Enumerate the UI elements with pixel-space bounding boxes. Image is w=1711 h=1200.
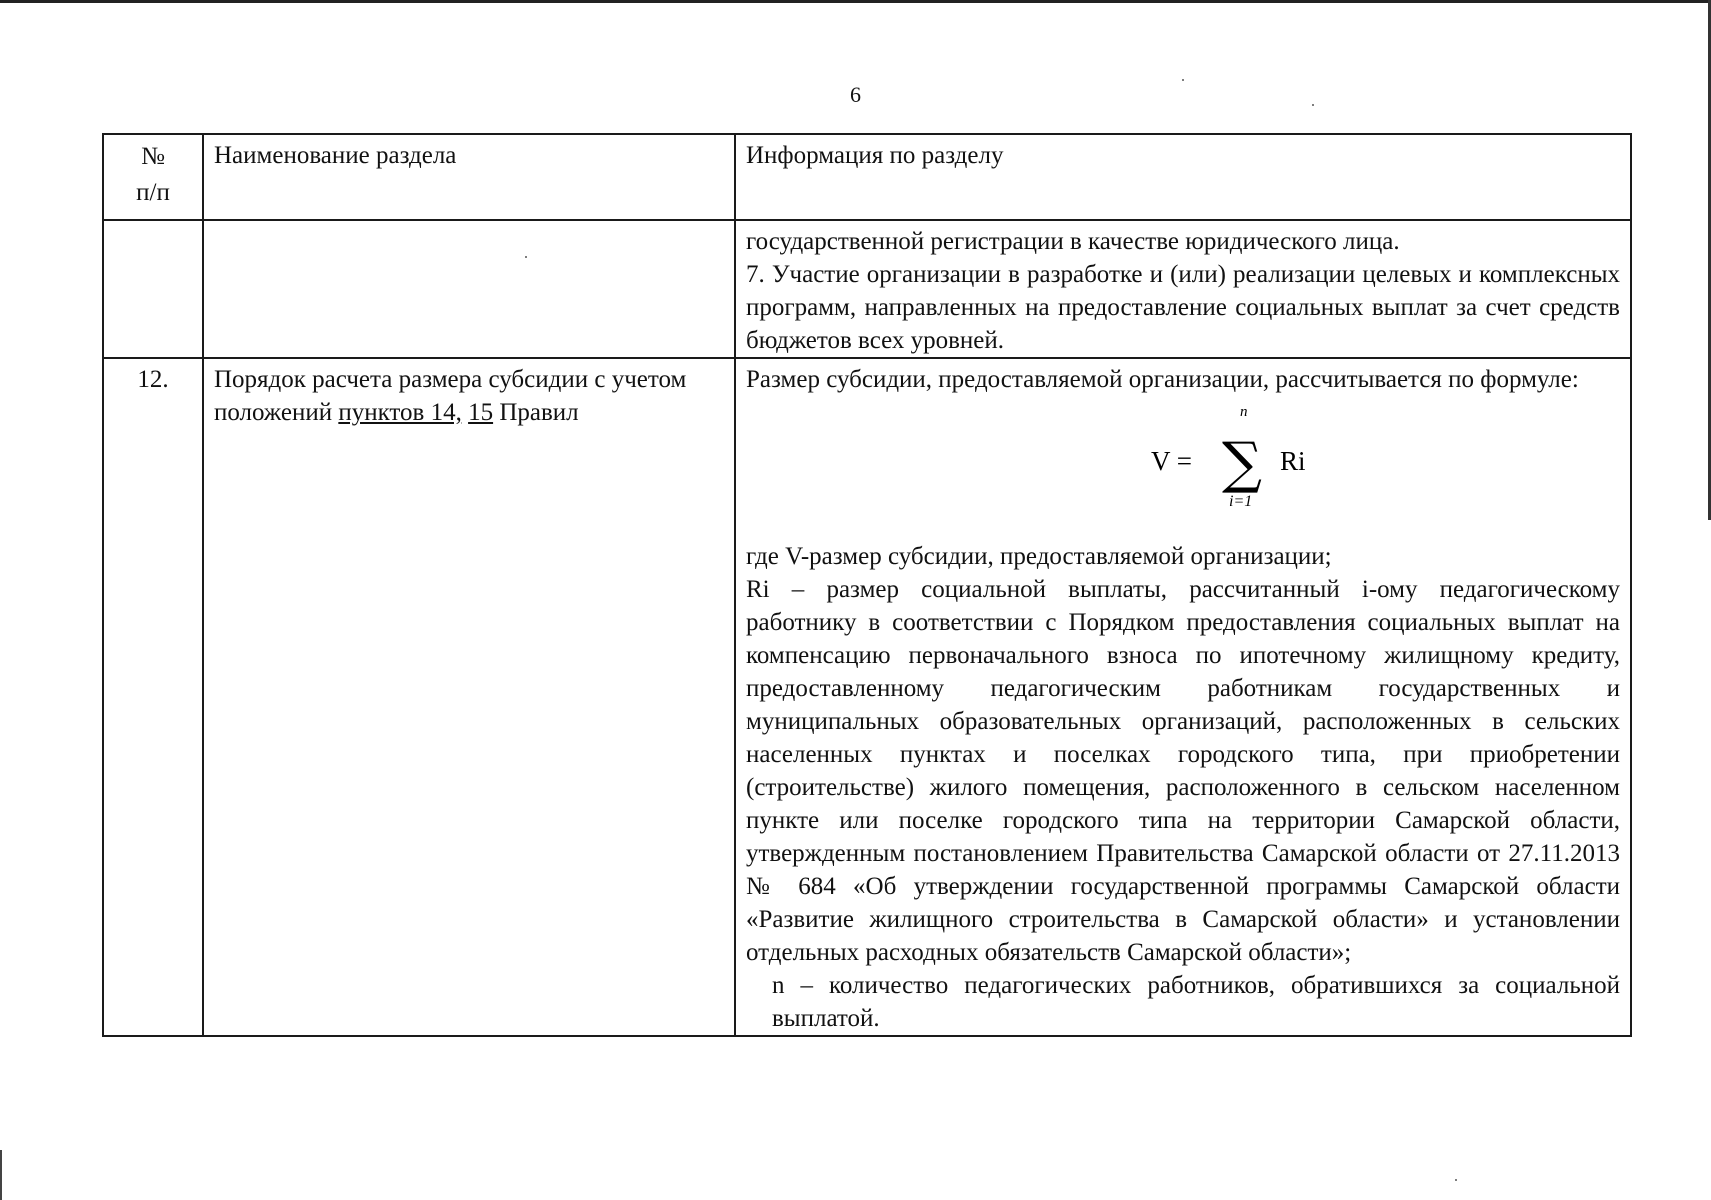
continuation-info-cell: [735, 220, 1631, 358]
table-row-12: [103, 358, 1631, 1036]
row12-info-cell: [735, 358, 1631, 1036]
continuation-info-item7: 7. Участие организации в разработке и (или) реализации целевых и комплексных программ, направленных на предоставление социальных выплат за счет средств бюджетов всех уровней.: [746, 261, 1620, 354]
formula-lhs: V =: [1151, 446, 1192, 476]
header-info: Информация по разделу: [735, 134, 1631, 220]
continuation-info-line1: государственной регистрации в качестве юридического лица.: [746, 228, 1400, 255]
header-num-symbol: №: [141, 143, 165, 170]
row12-name-rules: Правил: [493, 399, 579, 426]
continuation-num-cell: [103, 220, 203, 358]
header-name: Наименование раздела: [203, 134, 735, 220]
page-number: 6: [850, 82, 861, 107]
formula-lower-limit: i=1: [1229, 493, 1253, 510]
row12-link-15[interactable]: 15: [468, 399, 494, 426]
formula-term: Ri: [1280, 446, 1306, 476]
table-header-row: [103, 134, 1631, 220]
scan-edge-top: [0, 0, 1711, 3]
row12-num-cell: 12.: [103, 358, 203, 1036]
formula-sum-symbol: ∑: [1222, 431, 1262, 496]
row12-where-v: где V-размер субсидии, предоставляемой организации;: [746, 543, 1332, 570]
formula-block: [746, 398, 1620, 518]
scan-speck: [525, 256, 527, 258]
continuation-name-cell: [203, 220, 735, 358]
row12-where-n: n – количество педагогических работников, обратившихся за социальной выплатой.: [772, 972, 1620, 1032]
row12-name-text: Порядок расчета размера субсидии с учетом положений: [214, 366, 687, 426]
scan-speck: [1312, 104, 1314, 106]
formula-svg: [746, 398, 1626, 518]
section-table: [102, 133, 1632, 1037]
scan-speck: [1455, 1179, 1457, 1181]
header-num: [103, 134, 203, 220]
formula-upper-limit: n: [1240, 404, 1248, 420]
scan-edge-left: [0, 1150, 2, 1200]
table-row-continuation: [103, 220, 1631, 358]
row12-link-points[interactable]: пунктов 14,: [338, 399, 462, 426]
scan-speck: [1182, 79, 1184, 81]
row12-intro: Размер субсидии, предоставляемой организации, рассчитывается по формуле:: [746, 366, 1579, 393]
row12-where-ri: Ri – размер социальной выплаты, рассчитанный i-ому педагогическому работнику в соответствии с Порядком предоставления социальных выплат на компенсацию первоначального взноса по ипотечному жилищному кредиту, предоставленному педагогическим работникам государственных и муниципальных образовательных организаций, расположенных в сельских населенных пунктах и поселках городского типа, при приобретении (строительстве) жилого помещения, расположенного в сельском населенном пункте или поселке городского типа на территории Самарской области, утвержденным постановлением Правительства Самарской области от 27.11.2013 № 684 «Об утверждении государственной программы Самарской области «Развитие жилищного строительства в Самарской области» и установлении отдельных расходных обязательств Самарской области»;: [746, 576, 1620, 966]
header-num-abbrev: п/п: [136, 179, 170, 206]
row12-name-cell: [203, 358, 735, 1036]
